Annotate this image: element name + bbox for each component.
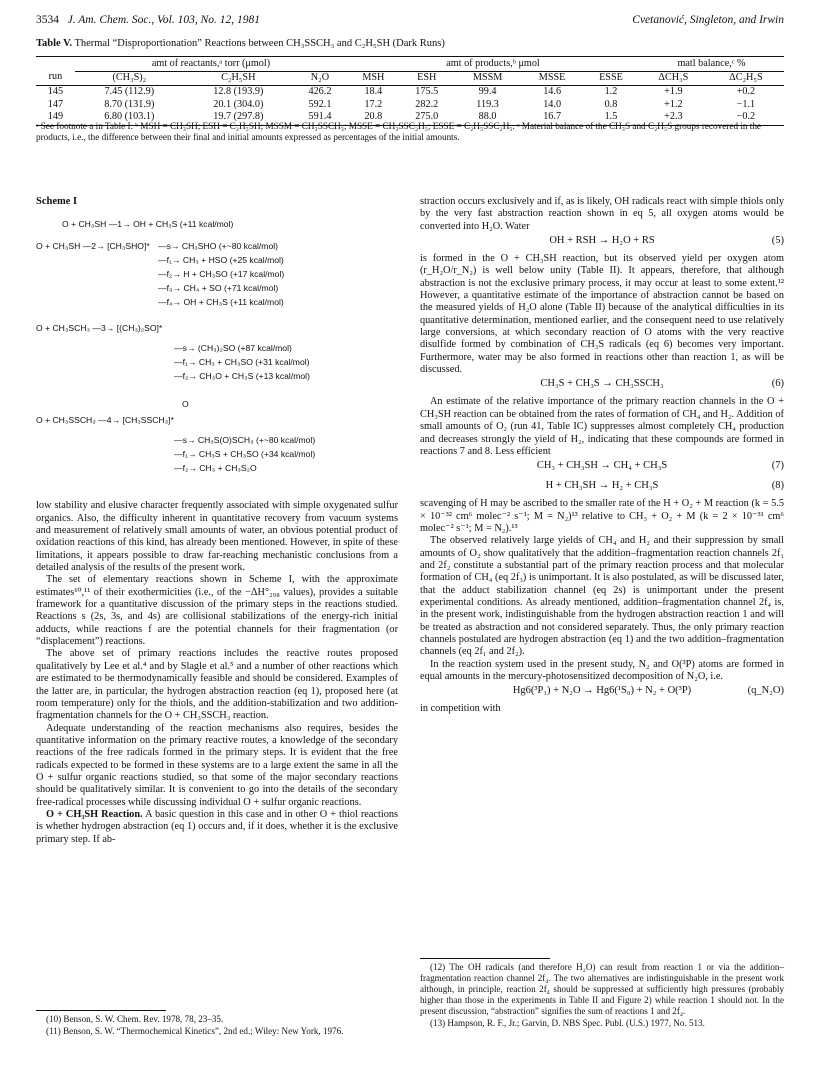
equation-number: (7) <box>771 460 784 472</box>
paragraph: scavenging of H may be ascribed to the smaller rate of the H + O₂ + M reaction (k = 5.5 × 10⁻³² cm⁶ molec⁻² s⁻¹; M = N₂)¹³ relative to CH₃ + O₂ + M (k = 2 × 10⁻³¹ cm⁶ molec⁻² s⁻¹; M = N₂).¹³ <box>420 498 784 534</box>
paragraph: Adequate understanding of the reaction mechanisms also requires, besides the quantitative information on the primary reactive routes, a knowledge of the secondary reactions of the free radicals formed in the primary steps. It is evident that the free radicals expected to be formed in these systems are to a large extent the same in all the O + sulfur organic reactions studied, so that some of the major secondary reactions should be qualitatively similar. It is convenient to go into the details of the secondary free-radical processes while discussing individual O + sulfur organic reactions. <box>36 722 398 808</box>
table-cell: 145 <box>47 86 64 97</box>
section-heading: O + CH₃SH Reaction. <box>46 808 143 820</box>
scheme-line: —s→ CH₃SHO (+~80 kcal/mol) <box>158 241 279 252</box>
scheme-title: Scheme I <box>36 196 78 207</box>
right-column <box>420 196 784 716</box>
table-title: Thermal “Disproportionation” Reactions between CH₃SSCH₃ and C₂H₅SH (Dark Runs) <box>74 38 445 49</box>
table-cell: 16.7 <box>521 111 583 125</box>
table-label: Table V. <box>36 38 72 49</box>
group-balance: matl balance,ᶜ % <box>639 57 784 72</box>
table-cell: 591.4 <box>293 111 347 125</box>
scheme-line: —f₁→ CH₃S + CH₃SO (+34 kcal/mol) <box>174 449 316 460</box>
group-reactants: amt of reactants,ᵃ torr (μmol) <box>75 57 347 72</box>
reaction-scheme <box>36 218 398 500</box>
col-header: C₂H₅SH <box>184 71 293 86</box>
table-cell: 175.5 <box>415 86 439 97</box>
table-cell: 149 <box>36 111 75 125</box>
equation-number: (6) <box>771 378 784 390</box>
scheme-line: O + CH₃SH —1→ OH + CH₃S (+11 kcal/mol) <box>62 219 234 230</box>
equation-formula: CH₃ + CH₃SH → CH₄ + CH₃S <box>536 460 668 472</box>
table-cell: 17.2 <box>364 98 383 110</box>
equation-formula: H + CH₃SH → H₂ + CH₃S <box>545 480 659 492</box>
equation-formula: CH₃S + CH₃S → CH₃SSCH₃ <box>540 378 664 390</box>
scheme-line: O + CH₃SH —2→ [CH₃SHO]* <box>36 241 150 252</box>
reference: (11) Benson, S. W. “Thermochemical Kinetics”, 2nd ed.; Wiley: New York, 1976. <box>46 1026 344 1036</box>
page-number: 3534 <box>36 14 59 26</box>
scheme-line: O + CH₃SSCH₃ —4→ [CH₃SSCH₃]* <box>36 415 174 426</box>
paragraph: An estimate of the relative importance of the primary reaction channels in the O + CH₃SH reaction can be obtained from the rates of formation of CH₄ and H₂. Addition of small amounts of O₂ (run 41, Table IC) suppresses almost completely CH₄ production and decreases strongly the yield of H₂, indicating that these compounds are formed in reactions 7 and 8. Less efficient <box>420 396 784 457</box>
col-header: ΔCH₃S <box>639 71 708 86</box>
table-cell: +1.9 <box>664 86 683 97</box>
table-cell: 282.2 <box>415 98 439 110</box>
reference: (12) The OH radicals (and therefore H₂O) can result from reaction 1 or via the addition–fragmentation reaction channel 2f₄. The two alternatives are indistinguishable in the present work although, in principle, reaction 2f₄ should be suppressed at sufficiently high pressures (probably higher than those in the experiments in Table II and Figure 2) while reaction 1 should not. In the present discussion, “abstraction” signifies the sum of reactions 1 and 2f₄. <box>420 962 784 1016</box>
paragraph: is formed in the O + CH₃SH reaction, but its observed yield per oxygen atom (r_H₂O/r_N₂) is well below unity (Table II). It appears, therefore, that although abstraction is not the exclusive primary process, it may occur at least to some extent.¹² However, a quantitative estimate of the importance of abstraction cannot be based on the measured yields of H₂O alone (Table II) because of the analytical difficulties in its quantitative determination, mentioned earlier, and the consequent need to use relatively large conversions, at which secondary reaction of O atoms with the very reactive disulfide formed by combination of CH₃S radicals (eq 6) becomes very important. Furthermore, water may be also formed in reactions other than reaction 1, as will be discussed. <box>420 253 784 376</box>
col-header: MSSE <box>521 71 583 86</box>
table-cell: 592.1 <box>308 98 332 110</box>
footnote-rule <box>36 1010 166 1011</box>
table-cell: 119.3 <box>476 98 499 110</box>
col-header: ΔC₂H₅S <box>708 71 784 86</box>
reference: (10) Benson, S. W. Chem. Rev. 1978, 78, 23–35. <box>46 1014 224 1024</box>
table-cell: 20.1 (304.0) <box>213 98 264 110</box>
running-header <box>36 14 784 30</box>
scheme-line: —f₂→ H + CH₃SO (+17 kcal/mol) <box>158 269 285 280</box>
table-cell: 19.7 (297.8) <box>184 111 293 125</box>
equation <box>420 233 784 253</box>
paragraph: The set of elementary reactions shown in Scheme I, with the approximate estimates¹⁰,¹¹ of their exothermicities (i.e., of the −ΔH°₂₉₈ values), provides a suitable framework for a quantitative discussion of the primary steps in the reactions studied. Reactions s (2s, 3s, and 4s) are collisional stabilizations of the energy-rich initial adducts, while reactions f are the potential channels for their fragmentation (or “displacement”) reactions. <box>36 574 398 648</box>
equation <box>420 478 784 498</box>
scheme-line: —s→ CH₃S(O)SCH₃ (+~80 kcal/mol) <box>174 435 316 446</box>
scheme-line: O + CH₃SCH₃ —3→ [(CH₃)₂SO]* <box>36 323 163 334</box>
table-cell: 147 <box>47 98 64 110</box>
table-caption <box>36 38 784 49</box>
paragraph: The above set of primary reactions includes the reactive routes proposed qualitatively by Lee et al.⁴ and by Slagle et al.⁵ and a number of other reactions which are estimated to be thermodynamically feasible and should be considered. Examples of the latter are, in particular, the hydrogen abstraction reaction (eq 1), proposed here (at room temperature) only for the thiols, and the addition-stabilization and two addition-fragmentation channels for the O + CH₃SSCH₃ reaction. <box>36 648 398 722</box>
table-cell: 0.8 <box>604 98 618 110</box>
table-cell: −1.1 <box>736 98 756 110</box>
col-header: MSSM <box>454 71 521 86</box>
data-table <box>36 56 784 126</box>
table-cell: 14.0 <box>543 98 562 110</box>
table-cell: −0.2 <box>708 111 784 125</box>
scheme-line: O <box>182 399 189 410</box>
scheme-line: —s→ (CH₃)₂SO (+87 kcal/mol) <box>174 343 292 354</box>
equation-formula: OH + RSH → H₂O + RS <box>549 235 655 247</box>
table-cell: 6.80 (103.1) <box>75 111 184 125</box>
paragraph: In the reaction system used in the present study, N₂ and O(³P) atoms are formed in equal amounts in the mercury-photosensitized decomposition of N₂O, i.e. <box>420 658 784 682</box>
table-cell: 1.5 <box>583 111 639 125</box>
scheme-line: —f₁→ CH₃ + CH₃SO (+31 kcal/mol) <box>174 357 310 368</box>
table-cell: 275.0 <box>400 111 454 125</box>
paragraph: in competition with <box>420 703 501 715</box>
col-header: run <box>36 71 75 86</box>
scheme-line: —f₄→ OH + CH₃S (+11 kcal/mol) <box>158 297 284 308</box>
equation <box>420 376 784 396</box>
scheme-line: —f₂→ CH₃ + CH₃S₂O <box>174 463 257 474</box>
scheme-line: —f₂→ CH₃O + CH₃S (+13 kcal/mol) <box>174 371 310 382</box>
paragraph: The observed relatively large yields of CH₄ and H₂ and their suppression by small amounts of O₂ show qualitatively that the addition–fragmentation reaction channels 2f₁ and 2f₂ constitute a substantial part of the primary reaction process and that molecular formation of CH₄ (eq 2f₃) is unimportant. It is also postulated, as will be discussed later, that the adduct stabilization channel (eq 2s) is unimportant under the present experimental conditions. As already mentioned, addition–fragmentation channel 2f₄ is, in the present work, indistinguishable from the hydrogen abstraction reaction 1 and will be treated as abstraction and not considered separately. Thus, the only primary reaction channels postulated are hydrogen abstraction (eq 1) and the two addition–fragmentation channels (eq 2f₁ and 2f₂). <box>420 535 784 658</box>
equation-number: (5) <box>771 235 784 247</box>
table-cell: +2.3 <box>639 111 708 125</box>
scheme-line: —f₁→ CH₃ + HSO (+25 kcal/mol) <box>158 255 284 266</box>
col-header: MSH <box>347 71 400 86</box>
table-row <box>36 86 784 99</box>
table-cell: +0.2 <box>736 86 756 97</box>
col-header: ESH <box>400 71 454 86</box>
table-cell: 7.45 (112.9) <box>104 86 155 97</box>
left-column <box>36 196 398 846</box>
col-header: ESSE <box>583 71 639 86</box>
table-cell: +1.2 <box>664 98 683 110</box>
table-row <box>36 99 784 112</box>
table-cell: 20.8 <box>347 111 400 125</box>
paragraph: straction occurs exclusively and if, as is likely, OH radicals react with simple thiols only by the very fast abstraction reaction shown in eq 5, all oxygen atoms would be converted into H₂O. Water <box>420 196 784 232</box>
footnote-rule <box>420 958 550 959</box>
table-cell: 12.8 (193.9) <box>213 86 264 97</box>
group-products: amt of products,ᵇ μmol <box>347 57 639 72</box>
equation-formula: Hg6(³P₁) + N₂O → Hg6(¹S₀) + N₂ + O(³P) <box>512 685 692 697</box>
right-references <box>420 958 784 1030</box>
table-footnote: ᵃ See footnote a in Table I. ᵇ MSH = CH₃SH; ESH = C₂H₅SH; MSSM = CH₃SSCH₃; MSSE = CH₃SSC₂H₅; ESSE = C₂H₅SSC₂H₅. ᶜ Material balance of the CH₃S and C₂H₅S groups recovered in the products, i.e., the difference between their final and initial amounts expressed as percentages of the initial amounts. <box>36 121 762 142</box>
equation <box>420 458 784 478</box>
equation-number: (8) <box>771 480 784 492</box>
reference: (13) Hampson, R. F., Jr.; Garvin, D. NBS Spec. Publ. (U.S.) 1977, No. 513. <box>430 1018 705 1028</box>
paragraph-text: A basic question in this case and in other O + thiol reactions is whether hydrogen abstraction (eq 1) occurs and, if it does, whether it is the exclusive primary step. If ab- <box>36 808 399 845</box>
journal-citation: J. Am. Chem. Soc., Vol. 103, No. 12, 1981 <box>67 14 261 26</box>
table-cell: 1.2 <box>604 86 618 97</box>
left-references <box>36 1010 398 1038</box>
paragraph: low stability and elusive character frequently associated with simple oxygenated sulfur organics. Also, the difficulty inherent in quantitative recovery from vacuum systems and measurement of relatively small amounts of water, an obvious potential product of oxidation reactions of this kind, has already been mentioned. However, in spite of these limitations, it appears possible to draw far-reaching mechanistic conclusions from a detailed analysis of the results of the present work. <box>36 500 398 574</box>
header-left <box>36 14 260 26</box>
table-cell: 14.6 <box>543 86 562 97</box>
equation <box>420 683 784 703</box>
equation-number: (q_N₂O) <box>747 685 784 697</box>
table-cell: 99.4 <box>478 86 497 97</box>
table-header-row <box>36 71 784 86</box>
col-header: (CH₃S)₂ <box>75 71 184 86</box>
table-cell: 88.0 <box>454 111 521 125</box>
header-authors: Cvetanović, Singleton, and Irwin <box>632 14 784 26</box>
table-cell: 18.4 <box>364 86 383 97</box>
table-cell: 426.2 <box>308 86 332 97</box>
table-cell: 8.70 (131.9) <box>104 98 155 110</box>
col-header: N₂O <box>293 71 347 86</box>
scheme-line: —f₃→ CH₄ + SO (+71 kcal/mol) <box>158 283 279 294</box>
paragraph <box>36 809 398 846</box>
